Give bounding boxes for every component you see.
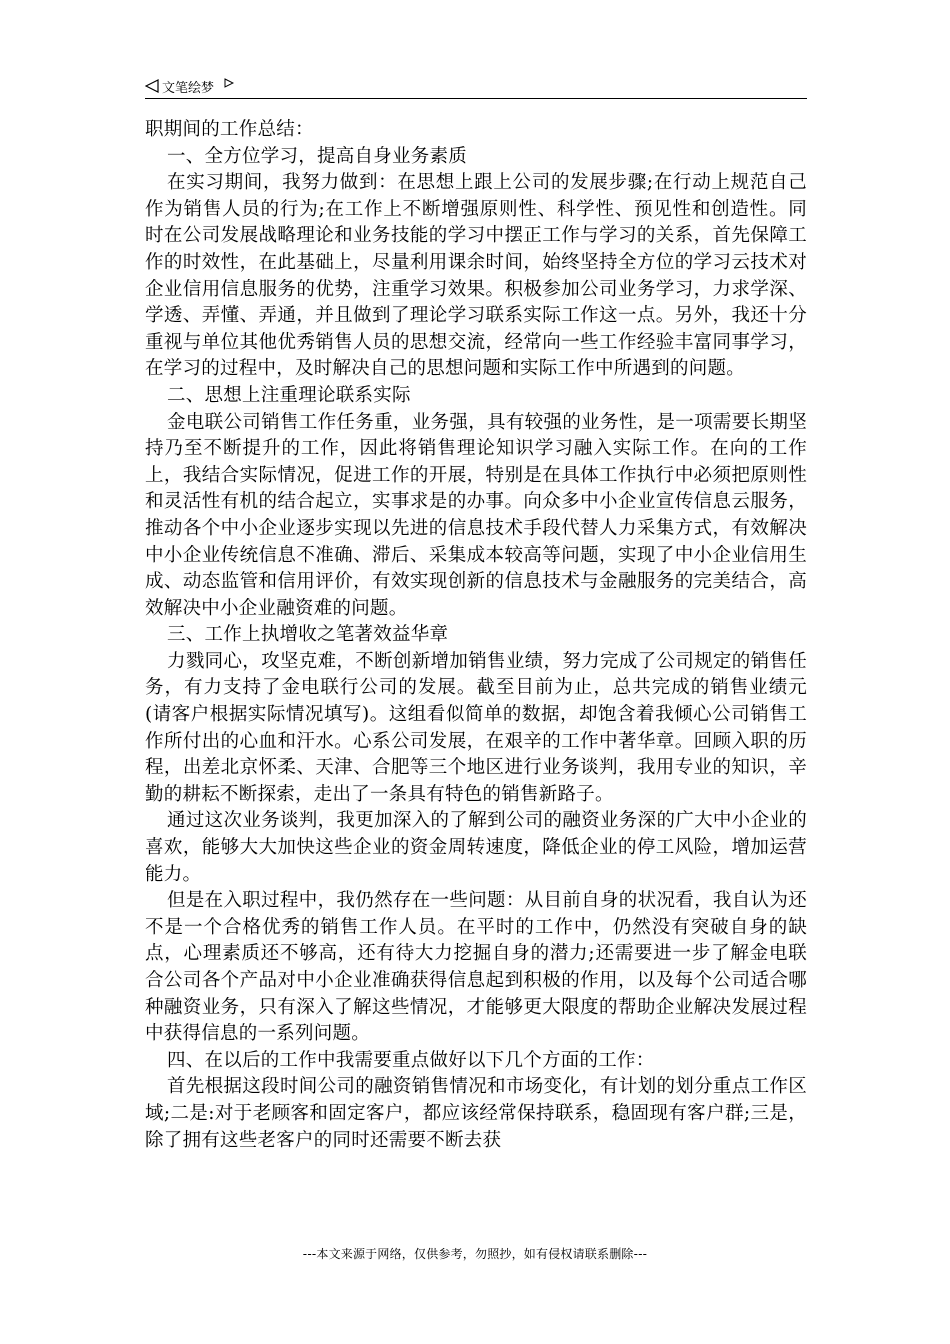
triangle-left-icon bbox=[145, 79, 159, 93]
header-divider bbox=[145, 98, 807, 99]
section-heading: 一、全方位学习，提高自身业务素质 bbox=[167, 145, 468, 167]
page-footer: ---本文来源于网络，仅供参考，勿照抄，如有侵权请联系删除--- bbox=[302, 1247, 648, 1261]
section-heading: 四、在以后的工作中我需要重点做好以下几个方面的工作： bbox=[167, 1049, 655, 1071]
page-header bbox=[145, 74, 807, 98]
section-heading: 二、思想上注重理论联系实际 bbox=[167, 384, 411, 406]
header-title: 文笔绘梦 bbox=[162, 80, 215, 96]
paragraph: 首先根据这段时间公司的融资销售情况和市场变化，有计划的划分重点工作区域;二是:对于老顾客和固定客户，都应该经常保持联系，稳固现有客户群;三是，除了拥有这些老客户的同时还需要不断去获 bbox=[145, 1076, 807, 1151]
paragraph: 通过这次业务谈判，我更加深入的了解到公司的融资业务深的广大中小企业的喜欢，能够大大加快这些企业的资金周转速度，降低企业的停工风险，增加运营能力。 bbox=[145, 810, 807, 885]
paragraph: 职期间的工作总结： bbox=[145, 119, 314, 140]
paragraph: 力戮同心，攻坚克难，不断创新增加销售业绩，努力完成了公司规定的销售任务，有力支持了金电联行公司的发展。截至目前为止，总共完成的销售业绩元(请客户根据实际情况填写)。这组看似简单的数据，却饱含着我倾心公司销售工作所付出的心血和汗水。心系公司发展，在艰辛的工作中著华章。回顾入职的历程，出差北京怀柔、天津、合肥等三个地区进行业务谈判，我用专业的知识，辛勤的耕耘不断探索，走出了一条具有特色的销售新路子。 bbox=[145, 650, 807, 805]
paragraph: 但是在入职过程中，我仍然存在一些问题：从目前自身的状况看，我自认为还不是一个合格优秀的销售工作人员。在平时的工作中，仍然没有突破自身的缺点，心理素质还不够高，还有待大力挖掘自身的潜力;还需要进一步了解金电联合公司各个产品对中小企业准确获得信息起到积极的作用，以及每个公司适合哪种融资业务，只有深入了解这些情况，才能够更大限度的帮助企业解决发展过程中获得信息的一系列问题。 bbox=[145, 890, 807, 1045]
section-heading: 三、工作上执增收之笔著效益华章 bbox=[167, 624, 449, 646]
document-body bbox=[145, 117, 807, 1154]
triangle-right-icon bbox=[224, 78, 234, 88]
paragraph: 金电联公司销售工作任务重，业务强，具有较强的业务性，是一项需要长期坚持乃至不断提升的工作，因此将销售理论知识学习融入实际工作。在向的工作上，我结合实际情况，促进工作的开展，特别是在具体工作执行中必须把原则性和灵活性有机的结合起立，实事求是的办事。向众多中小企业宣传信息云服务，推动各个中小企业逐步实现以先进的信息技术手段代替人力采集方式，有效解决中小企业传统信息不准确、滞后、采集成本较高等问题，实现了中小企业信用生成、动态监管和信用评价，有效实现创新的信息技术与金融服务的完美结合，高效解决中小企业融资难的问题。 bbox=[145, 411, 807, 619]
paragraph: 在实习期间，我努力做到：在思想上跟上公司的发展步骤;在行动上规范自己作为销售人员的行为;在工作上不断增强原则性、科学性、预见性和创造性。同时在公司发展战略理论和业务技能的学习中摆正工作与学习的关系，首先保障工作的时效性，在此基础上，尽量利用课余时间，始终坚持全方位的学习云技术对企业信用信息服务的优势，注重学习效果。积极参加公司业务学习，力求学深、学透、弄懂、弄通，并且做到了理论学习联系实际工作这一点。另外，我还十分重视与单位其他优秀销售人员的思想交流，经常向一些工作经验丰富同事学习，在学习的过程中，及时解决自己的思想问题和实际工作中所遇到的问题。 bbox=[145, 172, 807, 380]
